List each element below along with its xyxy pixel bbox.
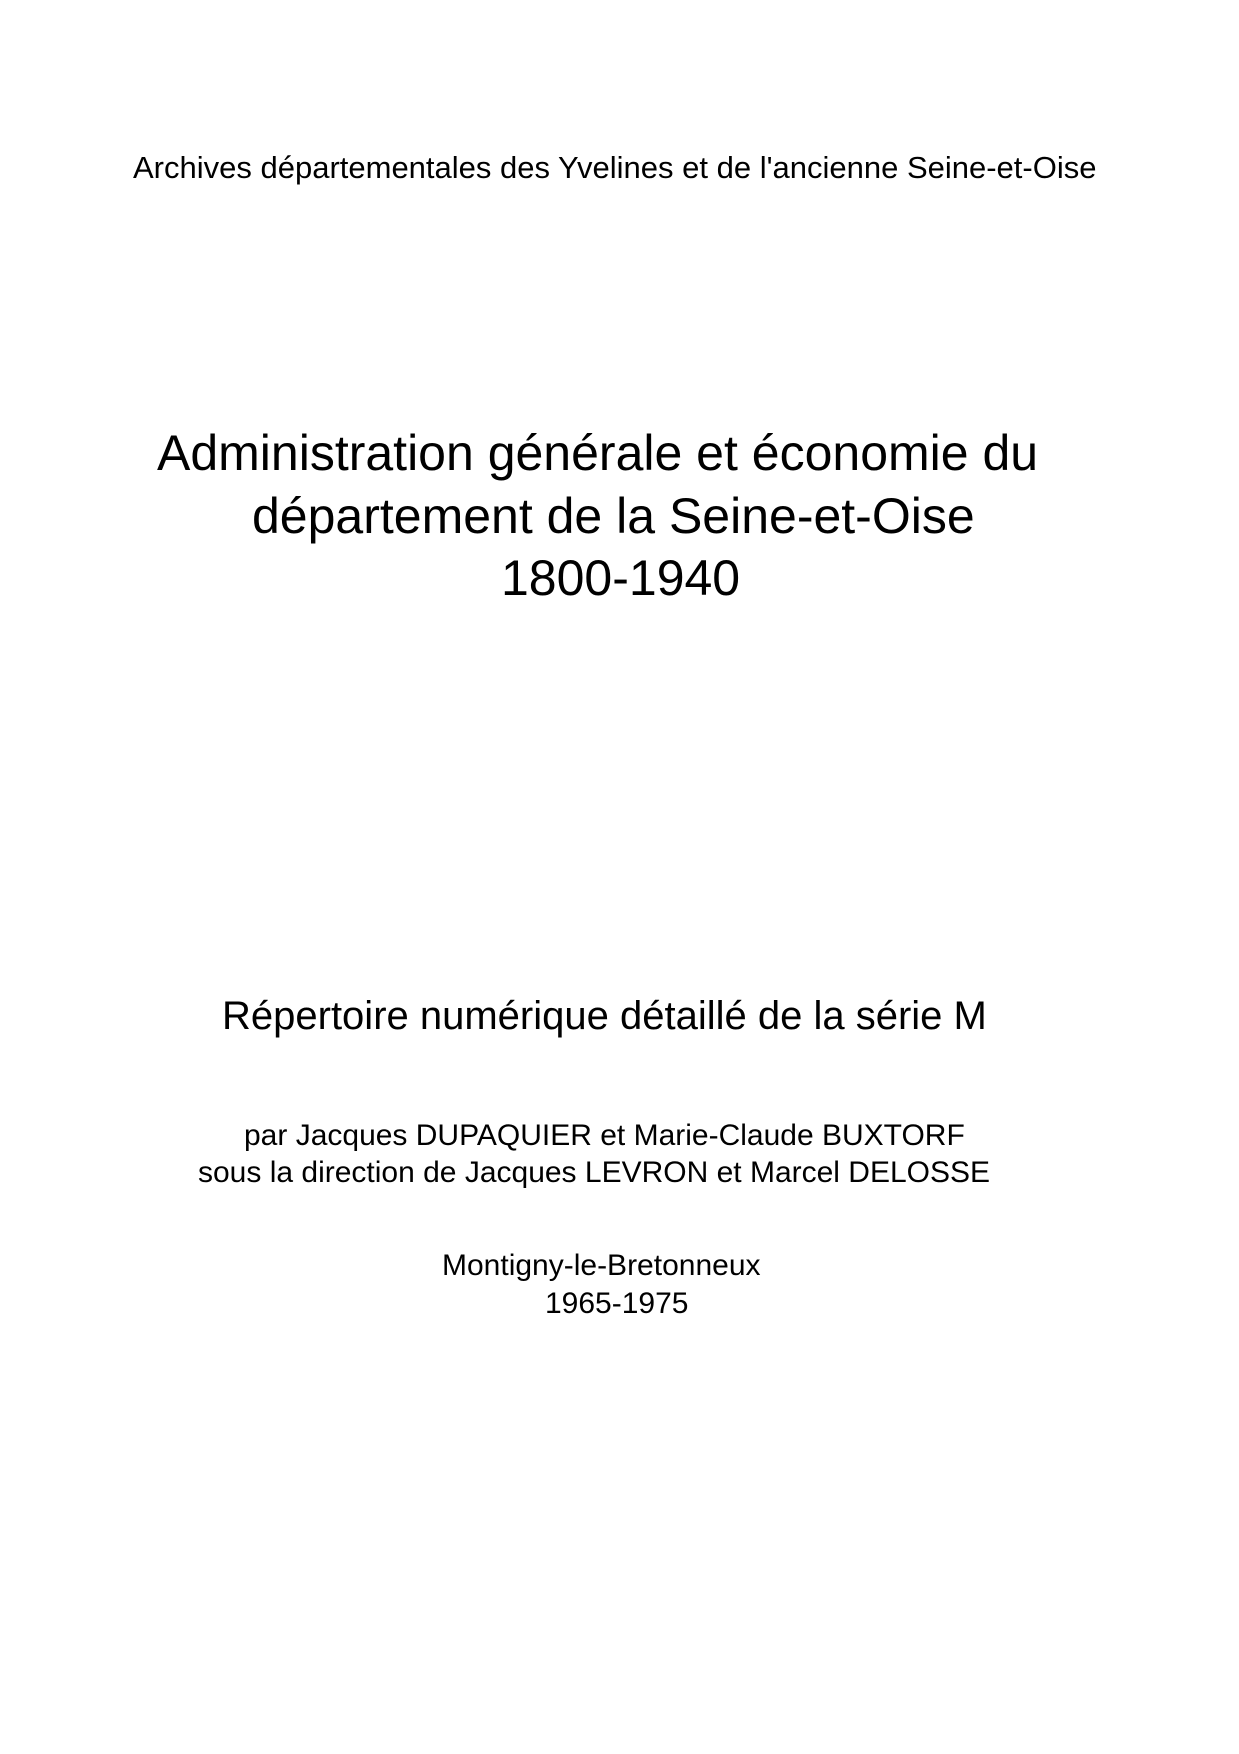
document-title-line-2: département de la Seine-et-Oise bbox=[252, 488, 975, 544]
document-title-line-1: Administration générale et économie du bbox=[157, 425, 1039, 481]
publication-dates: 1965-1975 bbox=[545, 1287, 689, 1320]
publication-place: Montigny-le-Bretonneux bbox=[442, 1249, 761, 1282]
document-title-dates: 1800-1940 bbox=[501, 550, 741, 606]
document-subtitle: Répertoire numérique détaillé de la série M bbox=[222, 994, 987, 1038]
authors-credit: par Jacques DUPAQUIER et Marie-Claude BUXTORF bbox=[244, 1119, 965, 1152]
direction-credit: sous la direction de Jacques LEVRON et Marcel DELOSSE bbox=[198, 1156, 991, 1189]
institution-header: Archives départementales des Yvelines et de l'ancienne Seine-et-Oise bbox=[133, 150, 1097, 185]
